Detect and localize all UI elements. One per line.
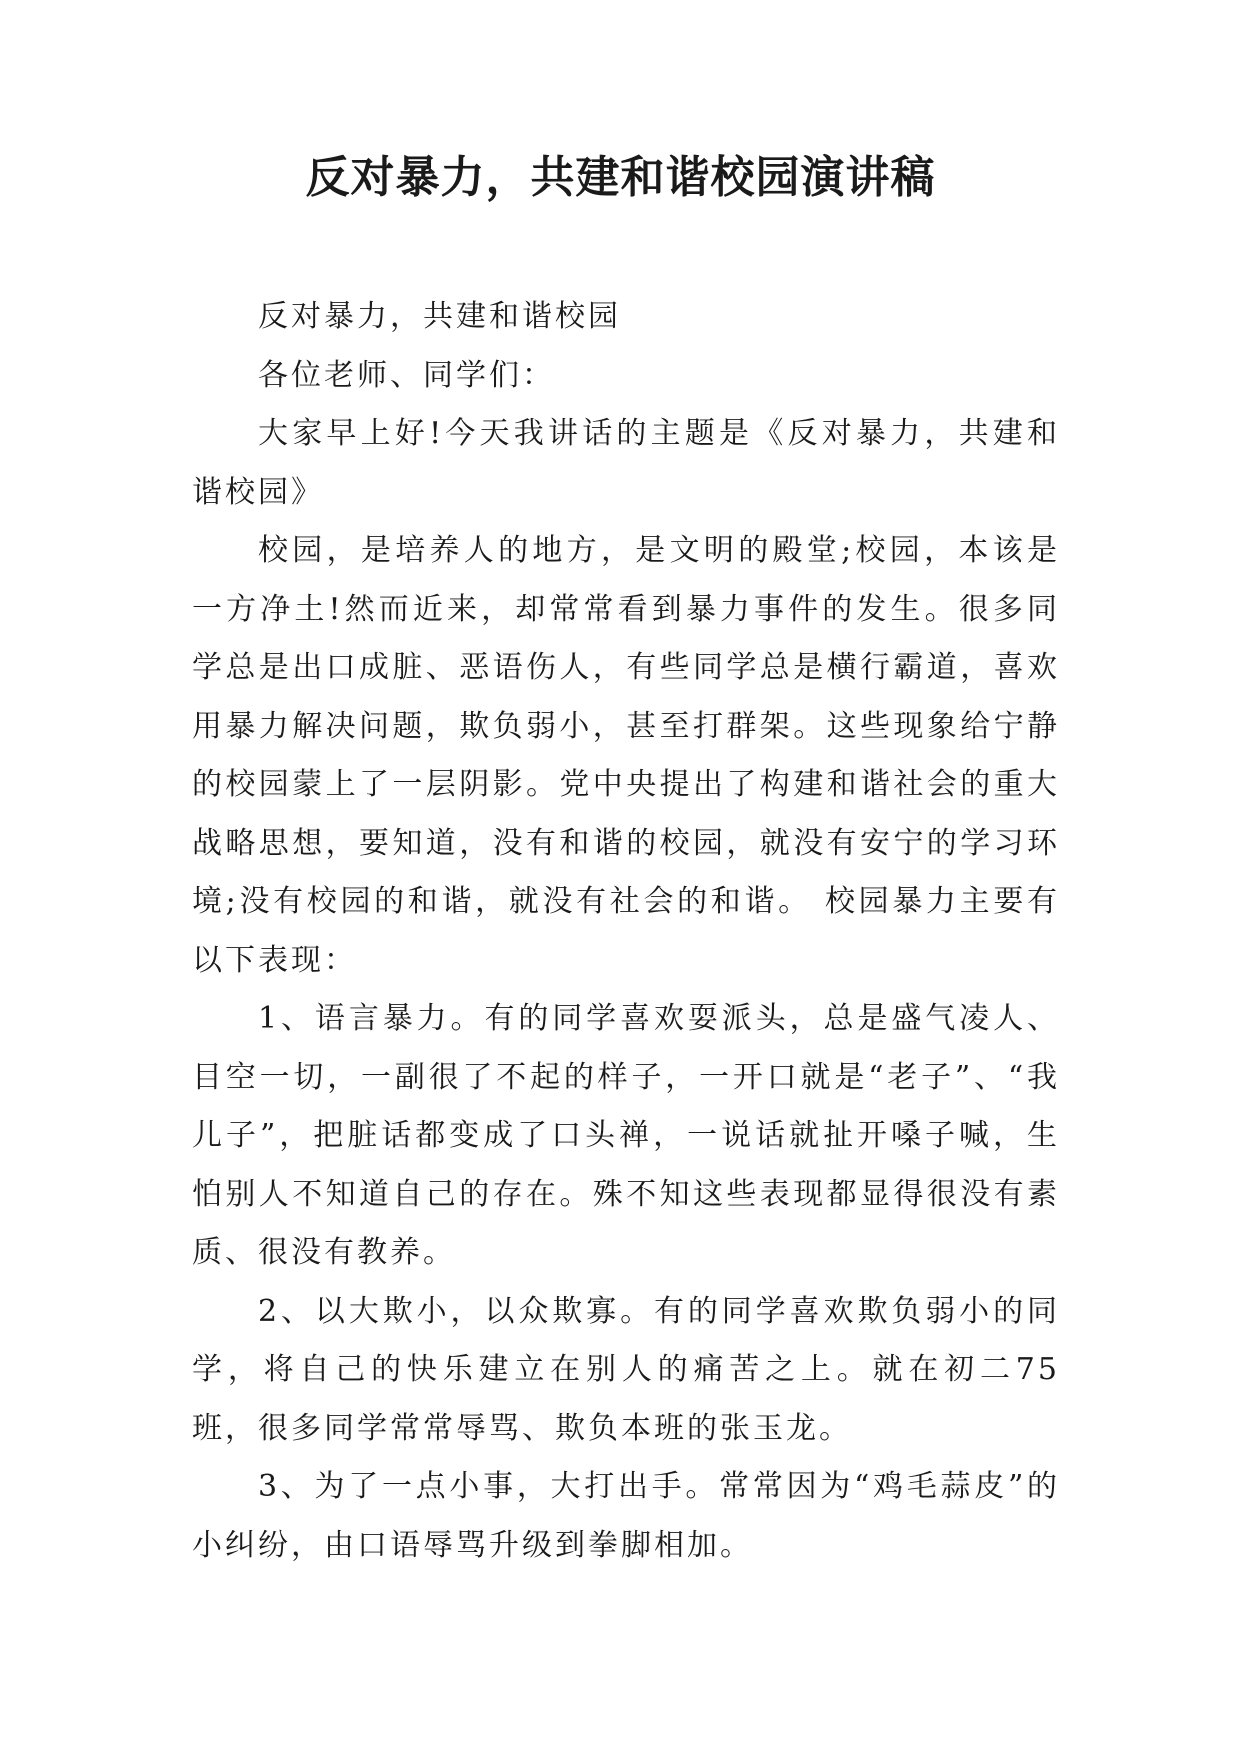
opening-paragraph: 大家早上好!今天我讲话的主题是《反对暴力，共建和谐校园》 [192, 416, 1060, 510]
list-item-bullying: 2、以大欺小，以众欺寡。有的同学喜欢欺负弱小的同学，将自己的快乐建立在别人的痛苦之上。就在初二75班，很多同学常常辱骂、欺负本班的张玉龙。 [192, 1293, 1060, 1446]
document-title: 反对暴力，共建和谐校园演讲稿 [305, 152, 936, 203]
list-item-fighting: 3、为了一点小事，大打出手。常常因为“鸡毛蒜皮”的小纠纷，由口语辱骂升级到拳脚相加。 [192, 1469, 1060, 1563]
speech-heading: 反对暴力，共建和谐校园 [258, 299, 621, 334]
salutation: 各位老师、同学们： [258, 357, 555, 393]
document-body [192, 288, 1060, 1575]
body-paragraph: 校园，是培养人的地方，是文明的殿堂;校园，本该是一方净土!然而近来，却常常看到暴力事件的发生。很多同学总是出口成脏、恶语伤人，有些同学总是横行霸道，喜欢用暴力解决问题，欺负弱小，甚至打群架。这些现象给宁静的校园蒙上了一层阴影。党中央提出了构建和谐社会的重大战略思想，要知道，没有和谐的校园，就没有安宁的学习环境;没有校园的和谐，就没有社会的和谐。 校园暴力主要有以下表现： [192, 533, 1060, 978]
list-item-verbal-violence: 1、语言暴力。有的同学喜欢耍派头，总是盛气凌人、目空一切，一副很了不起的样子，一开口就是“老子”、“我儿子”，把脏话都变成了口头禅，一说话就扯开嗓子喊，生怕别人不知道自己的存在。殊不知这些表现都显得很没有素质、很没有教养。 [192, 1001, 1060, 1270]
